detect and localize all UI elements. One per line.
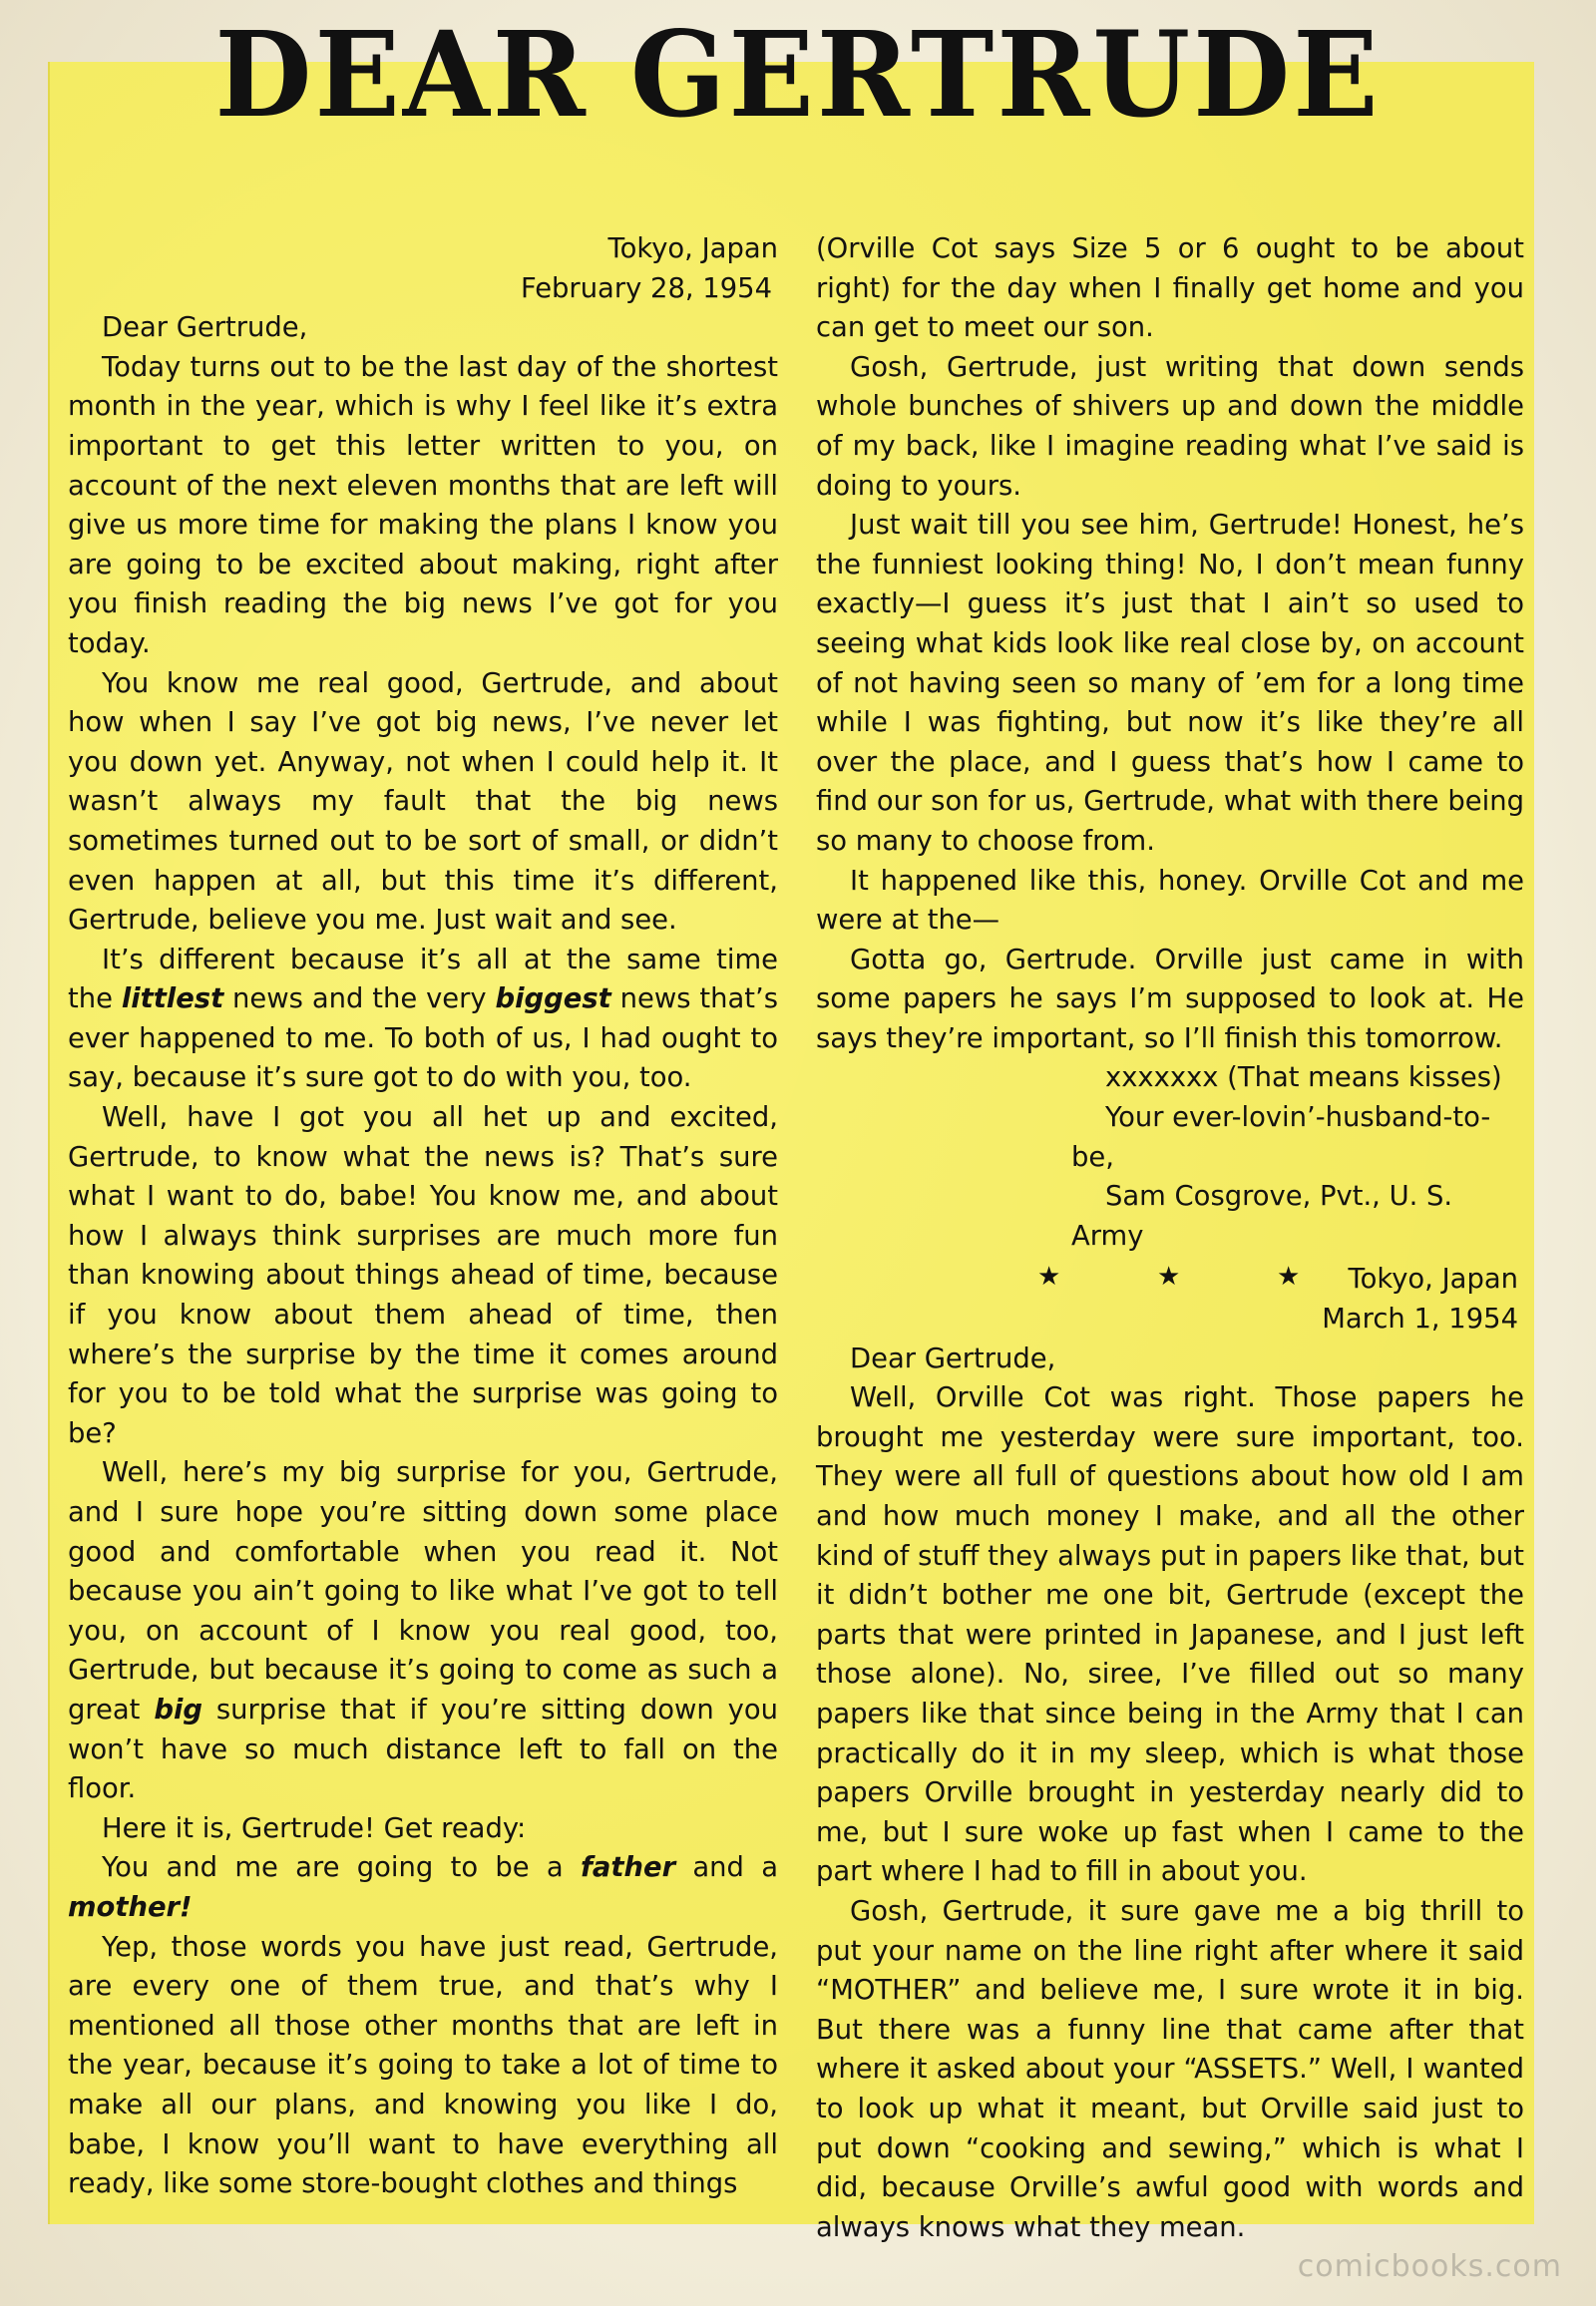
star-divider — [816, 1256, 1524, 1296]
letter1-paragraph — [68, 1453, 778, 1808]
emphasis-mother: mother! — [68, 1891, 193, 1923]
text-run: news and the very — [223, 983, 496, 1015]
right-column — [816, 229, 1524, 2247]
letter2-salutation: Dear Gertrude, — [850, 1343, 1056, 1374]
letter1-paragraph: Gotta go, Gertrude. Orville just came in with some papers he says I’m supposed to look at. He says they’re important, so I’ll finish this tomorrow. — [816, 944, 1524, 1054]
letter1-place: Tokyo, Japan — [607, 233, 778, 264]
letter1-paragraph: You know me real good, Gertrude, and about how when I say I’ve got big news, I’ve never let you down yet. Anyway, not when I could help it. It wasn’t always my fault that the big news sometimes turned out to be sort of small, or didn’t even happen at all, but this time it’s different, Gertrude, believe you me. Just wait and see. — [68, 667, 778, 937]
letter1-paragraph: Today turns out to be the last day of the shortest month in the year, which is why I feel like it’s extra important to get this letter written to you, on account of the next eleven months that are left will give us more time for making the plans I know you are going to be excited about making, right after you finish reading the big news I’ve got for you today. — [68, 351, 778, 659]
page-title: DEAR GERTRUDE — [214, 6, 1382, 145]
watermark: comicbooks.com — [1297, 2249, 1562, 2284]
text-run: news that’s ever happened to me. To both of us, I had ought to say, because it’s sure got to do with you, too. — [68, 983, 778, 1094]
letter1-paragraph: (Orville Cot says Size 5 or 6 ought to be about right) for the day when I finally get home and you can get to meet our son. — [816, 233, 1524, 344]
signature-kisses: xxxxxxx (That means kisses) — [1105, 1062, 1502, 1094]
text-run: Well, here’s my big surprise for you, Gertrude, and I sure hope you’re sitting down some place good and comfortable when you read it. Not because you ain’t going to like what I’ve got to tell you, on account of I know you real good, too, Gertrude, but because it’s going to come as such a great — [68, 1457, 778, 1726]
letter1-salutation: Dear Gertrude, — [102, 312, 308, 344]
letter1-date: February 28, 1954 — [520, 272, 772, 304]
letter2-date: March 1, 1954 — [1322, 1304, 1518, 1336]
letter1-paragraph: It happened like this, honey. Orville Cot and me were at the— — [816, 865, 1524, 937]
letter1-paragraph — [68, 1848, 778, 1927]
emphasis-father: father — [581, 1852, 676, 1884]
left-column — [68, 229, 778, 2204]
text-run: and a — [675, 1852, 778, 1884]
signature-closing: Your ever-lovin’-husband-to-be, — [1071, 1102, 1491, 1173]
signature-name: Sam Cosgrove, Pvt., U. S. Army — [1071, 1181, 1453, 1252]
text-run: It’s different because it’s all at the same time the — [68, 944, 778, 1015]
letter1-paragraph: Here it is, Gertrude! Get ready: — [102, 1812, 527, 1844]
star-icon: ★ — [1037, 1262, 1061, 1293]
letter1-paragraph: Well, have I got you all het up and excited, Gertrude, to know what the news is? That’s sure what I want to do, babe! You know me, and about how I always think surprises are much more fun than knowing about things ahead of time, because if you know about them ahead of time, then where’s the surprise by the time it comes around for you to be told what the surprise was going to be? — [68, 1102, 778, 1449]
letter2-paragraph: Gosh, Gertrude, it sure gave me a big thrill to put your name on the line right after where it said “MOTHER” and believe me, I sure wrote it in big. But there was a funny line that came after that where it asked about your “ASSETS.” Well, I wanted to look up what it meant, but Orville said just to put down “cooking and sewing,” which is what I did, because Orville’s awful good with words and always knows what they mean. — [816, 1895, 1524, 2243]
emphasis-littlest: littlest — [121, 983, 224, 1015]
letter1-paragraph: Yep, those words you have just read, Gertrude, are every one of them true, and that’s why I mentioned all those other months that are left in the year, because it’s going to take a lot of time to make all our plans, and knowing you like I do, babe, I know you’ll want to have everything all ready, like some store-bought clothes and things — [68, 1931, 778, 2200]
letter2-paragraph: Well, Orville Cot was right. Those papers he brought me yesterday were sure important, too. They were all full of questions about how old I am and how much money I make, and all the other kind of stuff they always put in papers like that, but it didn’t bother me one bit, Gertrude (except the parts that were printed in Japanese, and I just left those alone). No, siree, I’ve filled out so many papers like that since being in the Army that I can practically do it in my sleep, which is what those papers Orville brought in yesterday nearly did to me, but I sure woke up fast when I came to the part where I had to fill in about you. — [816, 1382, 1524, 1888]
emphasis-big: big — [154, 1694, 202, 1726]
text-run: surprise that if you’re sitting down you won’t have so much distance left to fall on the floor. — [68, 1694, 778, 1805]
letter1-paragraph: Gosh, Gertrude, just writing that down sends whole bunches of shivers up and down the middle of my back, like I imagine reading what I’ve said is doing to yours. — [816, 351, 1524, 502]
text-run: You and me are going to be a — [102, 1852, 581, 1884]
letter1-paragraph: Just wait till you see him, Gertrude! Honest, he’s the funniest looking thing! No, I don’t mean funny exactly—I guess it’s just that I ain’t so used to seeing what kids look like real close by, on account of not having seen so many of ’em for a long time while I was fighting, but now it’s like they’re all over the place, and I guess that’s how I came to find our son for us, Gertrude, what with there being so many to choose from. — [816, 510, 1524, 857]
star-icon: ★ — [1277, 1262, 1301, 1293]
star-icon: ★ — [1157, 1262, 1181, 1293]
letter2-place: Tokyo, Japan — [1348, 1264, 1518, 1296]
letter1-paragraph — [68, 941, 778, 1098]
emphasis-biggest: biggest — [495, 983, 611, 1015]
